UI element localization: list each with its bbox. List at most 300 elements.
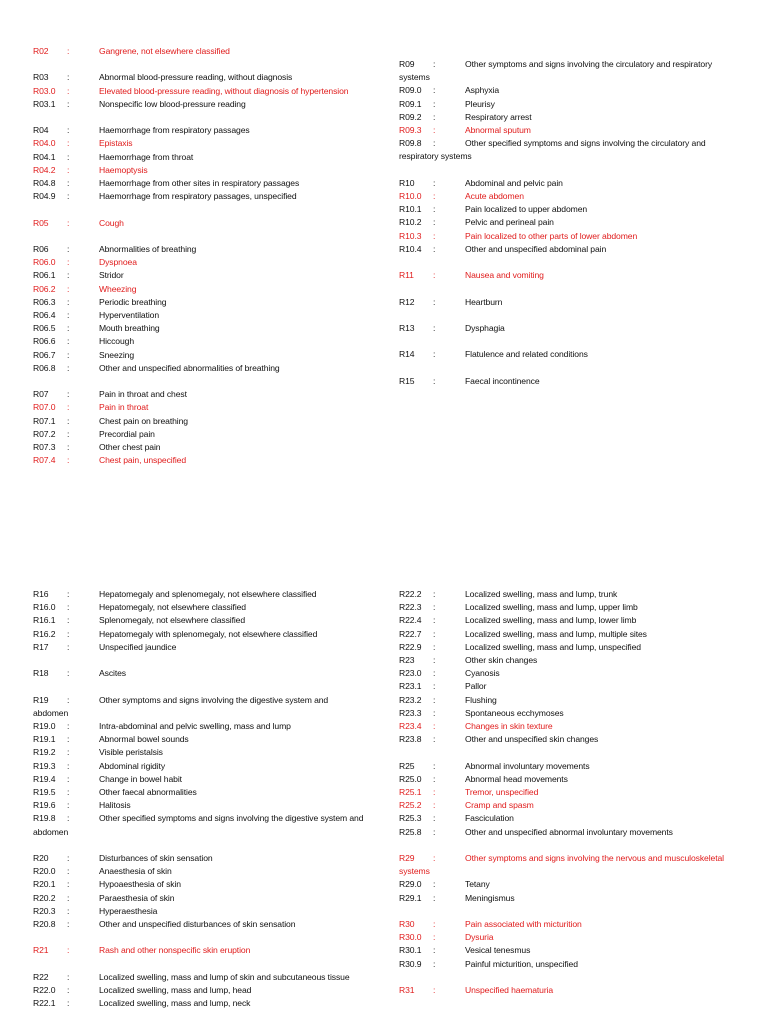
code-entry (33, 799, 393, 812)
entry-separator: : (67, 191, 70, 202)
entry-separator: : (433, 111, 436, 122)
code-entry (399, 958, 754, 971)
code-entry (399, 296, 754, 309)
entry-code: R16.2 (33, 628, 56, 639)
entry-separator: : (67, 602, 70, 613)
code-entry (33, 98, 393, 111)
entry-separator: : (67, 138, 70, 149)
entry-code: R06.4 (33, 310, 56, 320)
code-entry (399, 707, 754, 720)
entry-code: R16 (33, 589, 49, 599)
entry-description: Other symptoms and signs involving the digestive system and (99, 694, 329, 705)
entry-code: R22.9 (399, 641, 422, 652)
entry-code: R06.2 (33, 283, 56, 294)
entry-description: Other faecal abnormalities (99, 787, 197, 798)
code-entry (33, 601, 393, 614)
entry-code: R23 (399, 655, 415, 666)
entry-description: Other and unspecified abnormal involuntary movements (465, 826, 673, 837)
entry-description: Pleurisy (465, 98, 495, 109)
code-entry (33, 256, 393, 269)
code-entry (33, 614, 393, 627)
code-entry (399, 654, 754, 667)
entry-separator: : (67, 349, 70, 360)
code-entry (33, 296, 393, 309)
entry-code: R19 (33, 694, 49, 705)
entry-separator: : (67, 760, 70, 771)
entry-code: R04.8 (33, 178, 56, 188)
entry-code: R09.1 (399, 98, 422, 109)
entry-separator: : (67, 641, 70, 652)
code-entry (33, 588, 393, 601)
entry-description: Chest pain on breathing (99, 415, 188, 426)
entry-code: R06.3 (33, 296, 56, 307)
entry-code: R22.7 (399, 628, 422, 639)
entry-description: Meningismus (465, 892, 515, 903)
entry-code: R04.1 (33, 151, 56, 162)
code-entry (399, 931, 754, 944)
entry-description: Cramp and spasm (465, 800, 534, 811)
entry-description: Halitosis (99, 800, 131, 811)
entry-separator: : (67, 125, 70, 136)
entry-code: R06.0 (33, 257, 56, 268)
entry-description: Localized swelling, mass and lump of skin and subcutaneous tissue (99, 971, 350, 982)
entry-description: Rash and other nonspecific skin eruption (99, 945, 251, 956)
code-entry (33, 984, 393, 997)
entry-separator: : (433, 773, 436, 784)
entry-code: R04.9 (33, 191, 56, 202)
entry-code: R06 (33, 243, 49, 254)
entry-separator: : (433, 787, 436, 798)
entry-description: Cough (99, 217, 124, 228)
code-entry (399, 58, 754, 84)
code-entry (33, 283, 393, 296)
entry-separator: : (67, 694, 70, 705)
code-entry (33, 892, 393, 905)
code-entry (33, 441, 393, 454)
code-entry (399, 944, 754, 957)
entry-description: Heartburn (465, 296, 503, 307)
entry-description-continuation: abdomen (33, 826, 69, 837)
entry-code: R13 (399, 323, 415, 333)
entry-separator: : (433, 641, 436, 652)
entry-code: R23.3 (399, 707, 422, 718)
code-entry (33, 428, 393, 441)
entry-description: Flatulence and related conditions (465, 349, 588, 360)
entry-code: R23.8 (399, 734, 422, 745)
code-entry (399, 984, 754, 997)
entry-separator: : (433, 204, 436, 215)
entry-separator: : (67, 985, 70, 996)
entry-separator: : (67, 310, 70, 320)
code-entry (399, 190, 754, 203)
entry-separator: : (433, 628, 436, 639)
code-entry (33, 164, 393, 177)
entry-description: Hepatomegaly and splenomegaly, not elsewhere classified (99, 589, 317, 599)
entry-separator: : (67, 787, 70, 798)
code-entry (33, 322, 393, 335)
entry-code: R29.0 (399, 879, 422, 890)
entry-code: R06.6 (33, 336, 56, 347)
entry-code: R07.1 (33, 415, 56, 426)
entry-separator: : (67, 892, 70, 903)
entry-code: R03 (33, 72, 49, 83)
entry-description: Anaesthesia of skin (99, 866, 172, 877)
entry-code: R09.8 (399, 138, 422, 149)
code-entry (33, 865, 393, 878)
entry-code: R09.0 (399, 85, 422, 96)
entry-description: Disturbances of skin sensation (99, 853, 213, 864)
entry-description-continuation: systems (399, 72, 430, 83)
entry-description: Localized swelling, mass and lump, unspecified (465, 641, 641, 652)
code-entry (33, 335, 393, 348)
code-entry (33, 217, 393, 230)
entry-description: Sneezing (99, 349, 135, 360)
code-entry (33, 454, 393, 467)
entry-description: Other specified symptoms and signs involving the digestive system and (99, 813, 364, 824)
entry-description: Abdominal and pelvic pain (465, 177, 563, 188)
entry-description: Abnormal involuntary movements (465, 760, 590, 771)
code-entry (399, 601, 754, 614)
entry-description: Mouth breathing (99, 323, 160, 334)
entry-description: Other specified symptoms and signs involving the circulatory and (465, 138, 706, 149)
entry-description: Precordial pain (99, 428, 155, 439)
entry-description: Epistaxis (99, 138, 133, 149)
entry-description: Painful micturition, unspecified (465, 958, 578, 969)
entry-description: Abnormalities of breathing (99, 243, 197, 254)
code-entry (33, 760, 393, 773)
entry-code: R22.3 (399, 602, 422, 613)
entry-code: R06.8 (33, 362, 56, 373)
entry-code: R15 (399, 375, 415, 386)
entry-separator: : (67, 98, 70, 109)
code-entry (399, 786, 754, 799)
entry-code: R16.0 (33, 602, 56, 613)
code-entry (33, 878, 393, 891)
code-entry (33, 190, 393, 203)
code-entry (399, 733, 754, 746)
entry-code: R05 (33, 217, 49, 228)
code-entry (399, 216, 754, 229)
entry-description: Localized swelling, mass and lump, head (99, 985, 252, 996)
entry-code: R07.3 (33, 442, 56, 453)
entry-code: R30.1 (399, 945, 422, 956)
entry-code: R22.2 (399, 589, 422, 599)
entry-separator: : (433, 296, 436, 307)
code-entry (399, 799, 754, 812)
code-entry (399, 269, 754, 282)
entry-separator: : (433, 945, 436, 956)
code-entry (33, 997, 393, 1010)
code-entry (33, 720, 393, 733)
entry-separator: : (67, 178, 70, 188)
entry-code: R30 (399, 919, 415, 930)
entry-description: Tetany (465, 879, 490, 890)
entry-code: R22.1 (33, 998, 56, 1009)
entry-description: Asphyxia (465, 85, 500, 96)
entry-separator: : (433, 826, 436, 837)
code-entry (33, 269, 393, 282)
entry-separator: : (67, 773, 70, 784)
entry-separator: : (67, 428, 70, 439)
entry-separator: : (433, 879, 436, 890)
entry-code: R09 (399, 59, 415, 69)
entry-separator: : (67, 415, 70, 426)
entry-description: Haemorrhage from other sites in respiratory passages (99, 178, 300, 188)
entry-separator: : (67, 151, 70, 162)
entry-description: Gangrene, not elsewhere classified (99, 46, 230, 56)
entry-code: R10.1 (399, 204, 422, 215)
entry-separator: : (67, 813, 70, 824)
entry-description: Other chest pain (99, 442, 161, 453)
entry-code: R20.1 (33, 879, 56, 890)
entry-code: R04 (33, 125, 49, 136)
entry-separator: : (67, 85, 70, 96)
entry-separator: : (433, 707, 436, 718)
code-entry (33, 243, 393, 256)
entry-description: Pallor (465, 681, 487, 692)
code-entry (33, 944, 393, 957)
entry-code: R10.4 (399, 243, 422, 254)
entry-description: Periodic breathing (99, 296, 167, 307)
entry-description: Dysuria (465, 932, 494, 943)
entry-code: R22.0 (33, 985, 56, 996)
entry-code: R06.7 (33, 349, 56, 360)
entry-description: Respiratory arrest (465, 111, 532, 122)
entry-code: R02 (33, 46, 49, 56)
entry-description: Nonspecific low blood-pressure reading (99, 98, 246, 109)
entry-description: Localized swelling, mass and lump, neck (99, 998, 251, 1009)
entry-separator: : (433, 602, 436, 613)
entry-code: R10 (399, 177, 415, 188)
entry-description: Localized swelling, mass and lump, trunk (465, 589, 618, 599)
entry-separator: : (67, 336, 70, 347)
code-entry (399, 230, 754, 243)
entry-description: Unspecified jaundice (99, 641, 177, 652)
entry-code: R19.1 (33, 734, 56, 745)
entry-separator: : (67, 971, 70, 982)
entry-separator: : (67, 879, 70, 890)
entry-separator: : (433, 217, 436, 228)
code-entry (399, 137, 754, 163)
code-entry (33, 124, 393, 137)
entry-separator: : (433, 375, 436, 386)
entry-separator: : (67, 243, 70, 254)
entry-description: Faecal incontinence (465, 375, 540, 386)
code-entry (33, 151, 393, 164)
entry-description: Haemoptysis (99, 164, 148, 175)
code-entry (33, 852, 393, 865)
entry-description: Fasciculation (465, 813, 514, 824)
entry-code: R03.1 (33, 98, 56, 109)
entry-code: R10.3 (399, 230, 422, 241)
entry-separator: : (67, 721, 70, 731)
entry-description: Pain localized to upper abdomen (465, 204, 588, 215)
entry-code: R12 (399, 296, 415, 307)
entry-code: R25.8 (399, 826, 422, 837)
entry-description: Haemorrhage from throat (99, 151, 194, 162)
entry-code: R04.0 (33, 138, 56, 149)
entry-separator: : (67, 46, 70, 56)
code-entry (33, 918, 393, 931)
entry-separator: : (67, 589, 70, 599)
entry-description: Flushing (465, 694, 497, 705)
entry-description: Dyspnoea (99, 257, 137, 268)
entry-description: Abdominal rigidity (99, 760, 166, 771)
code-entry (399, 628, 754, 641)
entry-description: Ascites (99, 668, 126, 679)
entry-code: R04.2 (33, 164, 56, 175)
entry-separator: : (433, 932, 436, 943)
entry-description: Paraesthesia of skin (99, 892, 175, 903)
code-entry (399, 243, 754, 256)
entry-description: Abnormal bowel sounds (99, 734, 189, 745)
entry-description: Abnormal head movements (465, 773, 568, 784)
code-entry (33, 388, 393, 401)
entry-separator: : (433, 694, 436, 705)
entry-code: R19.8 (33, 813, 56, 824)
code-entry (399, 614, 754, 627)
column-top-right (399, 58, 754, 388)
entry-separator: : (67, 800, 70, 811)
entry-separator: : (433, 138, 436, 149)
code-entry (33, 971, 393, 984)
entry-code: R19.3 (33, 760, 56, 771)
code-entry (399, 124, 754, 137)
entry-code: R25.3 (399, 813, 422, 824)
entry-separator: : (67, 72, 70, 83)
entry-description: Other symptoms and signs involving the circulatory and respiratory (465, 59, 713, 69)
code-entry (399, 111, 754, 124)
entry-code: R07.2 (33, 428, 56, 439)
entry-code: R07.4 (33, 455, 56, 466)
code-entry (33, 773, 393, 786)
code-entry (33, 85, 393, 98)
entry-separator: : (67, 296, 70, 307)
entry-description: Other and unspecified abdominal pain (465, 243, 607, 254)
entry-code: R09.3 (399, 125, 422, 136)
entry-code: R11 (399, 270, 414, 281)
entry-code: R31 (399, 985, 415, 996)
code-entry (399, 878, 754, 891)
column-bottom-left (33, 588, 393, 1010)
entry-separator: : (433, 85, 436, 96)
entry-description: Vesical tenesmus (465, 945, 531, 956)
entry-separator: : (67, 257, 70, 268)
entry-separator: : (67, 442, 70, 453)
entry-code: R23.1 (399, 681, 422, 692)
entry-separator: : (433, 323, 436, 333)
code-entry (399, 588, 754, 601)
code-entry (33, 362, 393, 375)
entry-separator: : (433, 721, 436, 732)
entry-code: R20.8 (33, 919, 56, 930)
entry-description: Other and unspecified abnormalities of breathing (99, 362, 280, 373)
entry-description: Wheezing (99, 283, 137, 294)
entry-separator: : (433, 59, 436, 69)
entry-separator: : (433, 958, 436, 969)
entry-description: Hepatomegaly with splenomegaly, not elsewhere classified (99, 628, 318, 639)
entry-code: R25.2 (399, 800, 422, 811)
entry-separator: : (67, 668, 70, 679)
entry-description: Pain localized to other parts of lower abdomen (465, 230, 638, 241)
entry-code: R25.1 (399, 787, 422, 798)
entry-separator: : (433, 681, 436, 692)
entry-code: R07 (33, 389, 49, 400)
entry-separator: : (67, 455, 70, 466)
entry-description: Other symptoms and signs involving the nervous and musculoskeletal (465, 853, 724, 864)
entry-separator: : (67, 734, 70, 745)
code-entry (399, 98, 754, 111)
entry-description: Pain in throat and chest (99, 389, 187, 400)
entry-separator: : (67, 389, 70, 400)
entry-description: Pain associated with micturition (465, 919, 582, 930)
code-entry (399, 720, 754, 733)
entry-separator: : (433, 125, 436, 136)
entry-code: R23.0 (399, 668, 422, 679)
code-entry (33, 177, 393, 190)
entry-separator: : (67, 402, 70, 413)
entry-separator: : (67, 270, 70, 281)
entry-separator: : (433, 734, 436, 745)
entry-description-continuation: systems (399, 866, 430, 877)
entry-separator: : (67, 323, 70, 334)
entry-description: Hyperventilation (99, 310, 160, 320)
code-entry (33, 812, 393, 838)
code-entry (399, 892, 754, 905)
entry-description: Visible peristalsis (99, 747, 163, 758)
entry-code: R06.5 (33, 323, 56, 334)
entry-separator: : (433, 98, 436, 109)
code-entry (399, 177, 754, 190)
entry-separator: : (67, 164, 70, 175)
code-entry (399, 694, 754, 707)
entry-code: R19.0 (33, 721, 56, 731)
code-entry (399, 375, 754, 388)
entry-description: Dysphagia (465, 323, 505, 333)
entry-separator: : (433, 985, 436, 996)
entry-separator: : (67, 919, 70, 930)
entry-code: R25 (399, 760, 415, 771)
code-entry (33, 137, 393, 150)
entry-separator: : (433, 853, 436, 864)
entry-separator: : (67, 283, 70, 294)
entry-code: R20.2 (33, 892, 56, 903)
entry-code: R19.4 (33, 773, 56, 784)
code-entry (33, 641, 393, 654)
code-entry (33, 733, 393, 746)
code-entry (399, 852, 754, 878)
code-entry (399, 680, 754, 693)
entry-separator: : (67, 866, 70, 877)
entry-description: Elevated blood-pressure reading, without diagnosis of hypertension (99, 85, 349, 96)
entry-description: Pelvic and perineal pain (465, 217, 554, 228)
entry-description: Hypoaesthesia of skin (99, 879, 181, 890)
entry-code: R18 (33, 668, 49, 679)
entry-separator: : (67, 998, 70, 1009)
entry-description: Localized swelling, mass and lump, upper limb (465, 602, 638, 613)
code-entry (33, 415, 393, 428)
entry-description: Intra-abdominal and pelvic swelling, mass and lump (99, 721, 291, 731)
entry-separator: : (433, 191, 436, 202)
entry-code: R22 (33, 971, 49, 982)
entry-code: R22.4 (399, 615, 422, 626)
code-entry (33, 746, 393, 759)
entry-description: Chest pain, unspecified (99, 455, 187, 466)
entry-description: Splenomegaly, not elsewhere classified (99, 615, 246, 626)
entry-code: R10.2 (399, 217, 422, 228)
entry-code: R19.6 (33, 800, 56, 811)
entry-description-continuation: respiratory systems (399, 151, 472, 162)
